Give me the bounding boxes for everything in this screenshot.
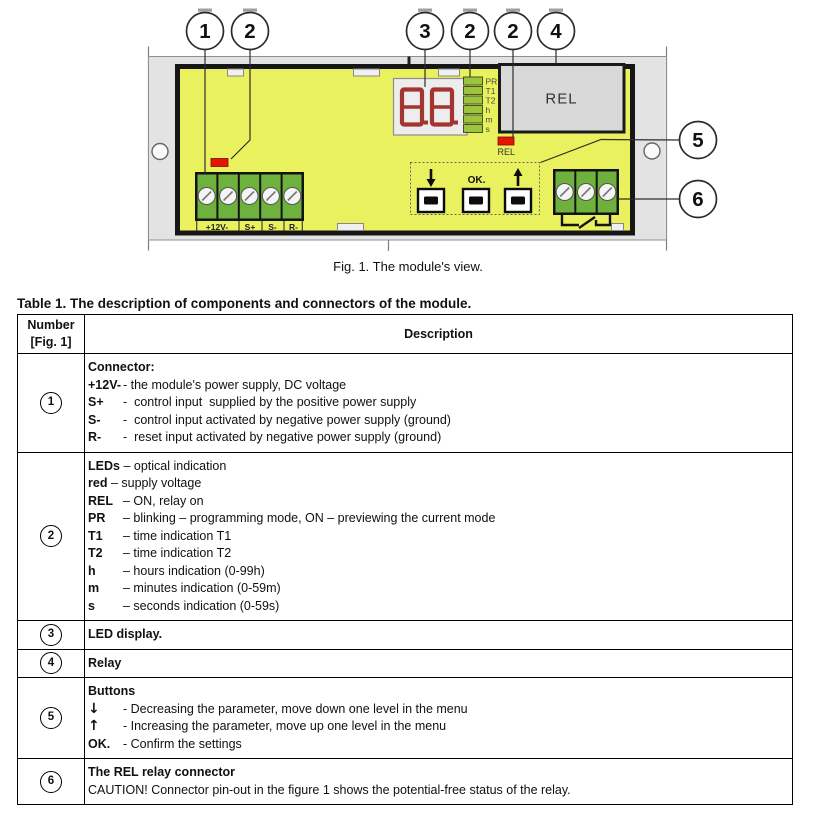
relay-box-label: REL: [545, 90, 578, 108]
row-description-cell: [85, 354, 793, 453]
term-description: - Decreasing the parameter, move down one level in the menu: [123, 701, 468, 716]
up-arrow-icon: ↑: [88, 718, 100, 734]
figure-1: [0, 0, 816, 274]
description-line: [88, 429, 788, 447]
description-line: [88, 736, 788, 754]
term-label: red: [88, 476, 108, 490]
row-number-cell: [18, 678, 85, 759]
table-row: [18, 354, 793, 453]
table-row: [18, 759, 793, 805]
description-line: [88, 528, 788, 546]
callout-4: 4: [550, 20, 562, 43]
description-line: [88, 493, 788, 511]
table-row: [18, 649, 793, 678]
description-line: [88, 563, 788, 581]
term-label: R-: [88, 430, 102, 444]
description-line: [88, 580, 788, 598]
description-line: [88, 683, 788, 701]
term-description: – ON, relay on: [123, 493, 204, 508]
term-label: +12V-: [88, 377, 122, 392]
row-number-cell: [18, 649, 85, 678]
term-label: The REL relay connector: [88, 765, 236, 779]
term-label: Buttons: [88, 684, 136, 698]
term-label: h: [88, 563, 96, 578]
callout-3: 3: [419, 20, 431, 43]
term-label: T2: [88, 546, 103, 560]
down-arrow-icon: ↓: [88, 700, 100, 717]
header-number-col: [18, 315, 85, 354]
description-line: [88, 510, 788, 528]
row-description-cell: [85, 621, 793, 650]
terminal-label-s-minus: S-: [268, 222, 277, 232]
description-line: [88, 782, 788, 800]
term-label: S-: [88, 412, 101, 427]
description-line: [88, 359, 788, 377]
terminal-label-12v: +12V-: [205, 222, 229, 232]
ok-button-label: OK.: [467, 175, 486, 186]
row-number-cell: [18, 621, 85, 650]
table-title: Table 1. The description of components and connectors of the module.: [17, 296, 472, 311]
term-description: – optical indication: [123, 458, 227, 473]
description-line: [88, 764, 788, 782]
term-description: – minutes indication (0-59m): [123, 581, 281, 595]
description-line: [88, 718, 788, 736]
down-button: [418, 189, 444, 212]
header-number-line2: [Fig. 1]: [30, 335, 72, 349]
description-line: [88, 394, 788, 412]
row-number-cell: [18, 354, 85, 453]
term-description: – time indication T1: [123, 528, 232, 543]
term-label: T1: [88, 528, 103, 543]
callout-2a: 2: [244, 20, 256, 43]
row-description-cell: [85, 649, 793, 678]
description-line: [88, 655, 788, 673]
term-description: - control input supplied by the positive power supply: [123, 395, 417, 409]
terminal-label-s-plus: S+: [244, 222, 256, 232]
mounting-hole-right: [644, 143, 660, 159]
term-label: m: [88, 581, 100, 595]
header-number-line1: Number: [27, 318, 75, 332]
callout-5: 5: [692, 129, 704, 152]
row-description-cell: [85, 759, 793, 805]
table-header-row: [18, 315, 793, 354]
table-row: [18, 452, 793, 621]
row-number-badge: 5: [40, 707, 62, 729]
term-description: – hours indication (0-99h): [123, 563, 265, 578]
term-label: PR: [88, 511, 106, 525]
description-line: [88, 377, 788, 395]
description-line: [88, 701, 788, 719]
up-button: [505, 189, 531, 212]
term-description: – supply voltage: [110, 476, 202, 490]
term-description: - Confirm the settings: [123, 736, 242, 751]
power-red-led: [211, 159, 228, 167]
term-label: REL: [88, 493, 113, 508]
term-description: - the module's power supply, DC voltage: [123, 377, 347, 392]
rel-led-label: REL: [497, 147, 516, 157]
description-line: [88, 412, 788, 430]
led-label-pr: PR: [485, 76, 498, 87]
callout-6: 6: [692, 188, 704, 211]
term-description: CAUTION! Connector pin-out in the figure 1 shows the potential-free status of the relay.: [88, 782, 571, 797]
term-label: Connector:: [88, 360, 155, 374]
led-label-t1: T1: [485, 86, 496, 96]
description-line: [88, 545, 788, 563]
components-table: [17, 314, 793, 805]
led-label-t2: T2: [485, 95, 496, 106]
term-label: LED display.: [88, 627, 163, 641]
row-number-badge: 1: [40, 392, 62, 414]
row-number-badge: 4: [40, 652, 62, 674]
row-number-badge: 6: [40, 771, 62, 793]
term-label: S+: [88, 395, 104, 409]
table-row: [18, 678, 793, 759]
term-description: - reset input activated by negative power supply (ground): [123, 430, 442, 444]
term-description: - Increasing the parameter, move up one level in the menu: [123, 719, 447, 733]
row-number-badge: 3: [40, 624, 62, 646]
term-description: – blinking – programming mode, ON – previewing the current mode: [123, 511, 496, 525]
row-description-cell: [85, 678, 793, 759]
callout-2c: 2: [507, 20, 519, 43]
mounting-hole-left: [152, 144, 168, 160]
description-line: [88, 458, 788, 476]
relay-box: [500, 65, 625, 133]
term-label: Relay: [88, 655, 122, 670]
led-label-m: m: [485, 114, 493, 125]
led-display: [394, 79, 468, 136]
row-number-cell: [18, 759, 85, 805]
description-line: [88, 598, 788, 616]
row-number-cell: [18, 452, 85, 621]
rel-red-led: [498, 137, 516, 157]
module-diagram: [0, 0, 816, 252]
term-description: – time indication T2: [123, 546, 232, 560]
figure-caption: Fig. 1. The module's view.: [333, 259, 483, 274]
terminal-label-r-minus: R-: [289, 222, 298, 232]
term-label: s: [88, 598, 95, 613]
callout-1: 1: [199, 20, 211, 43]
description-line: [88, 626, 788, 644]
term-label: LEDs: [88, 458, 120, 473]
led-label-s: s: [485, 124, 490, 134]
term-label: OK.: [88, 736, 111, 751]
table-row: [18, 621, 793, 650]
row-description-cell: [85, 452, 793, 621]
callout-2b: 2: [464, 20, 476, 43]
term-description: – seconds indication (0-59s): [123, 598, 280, 613]
ok-button: [463, 189, 489, 212]
led-label-h: h: [485, 105, 491, 115]
description-line: [88, 475, 788, 493]
row-number-badge: 2: [40, 525, 62, 547]
term-description: - control input activated by negative power supply (ground): [123, 412, 451, 427]
header-description-col: Description: [85, 315, 793, 354]
